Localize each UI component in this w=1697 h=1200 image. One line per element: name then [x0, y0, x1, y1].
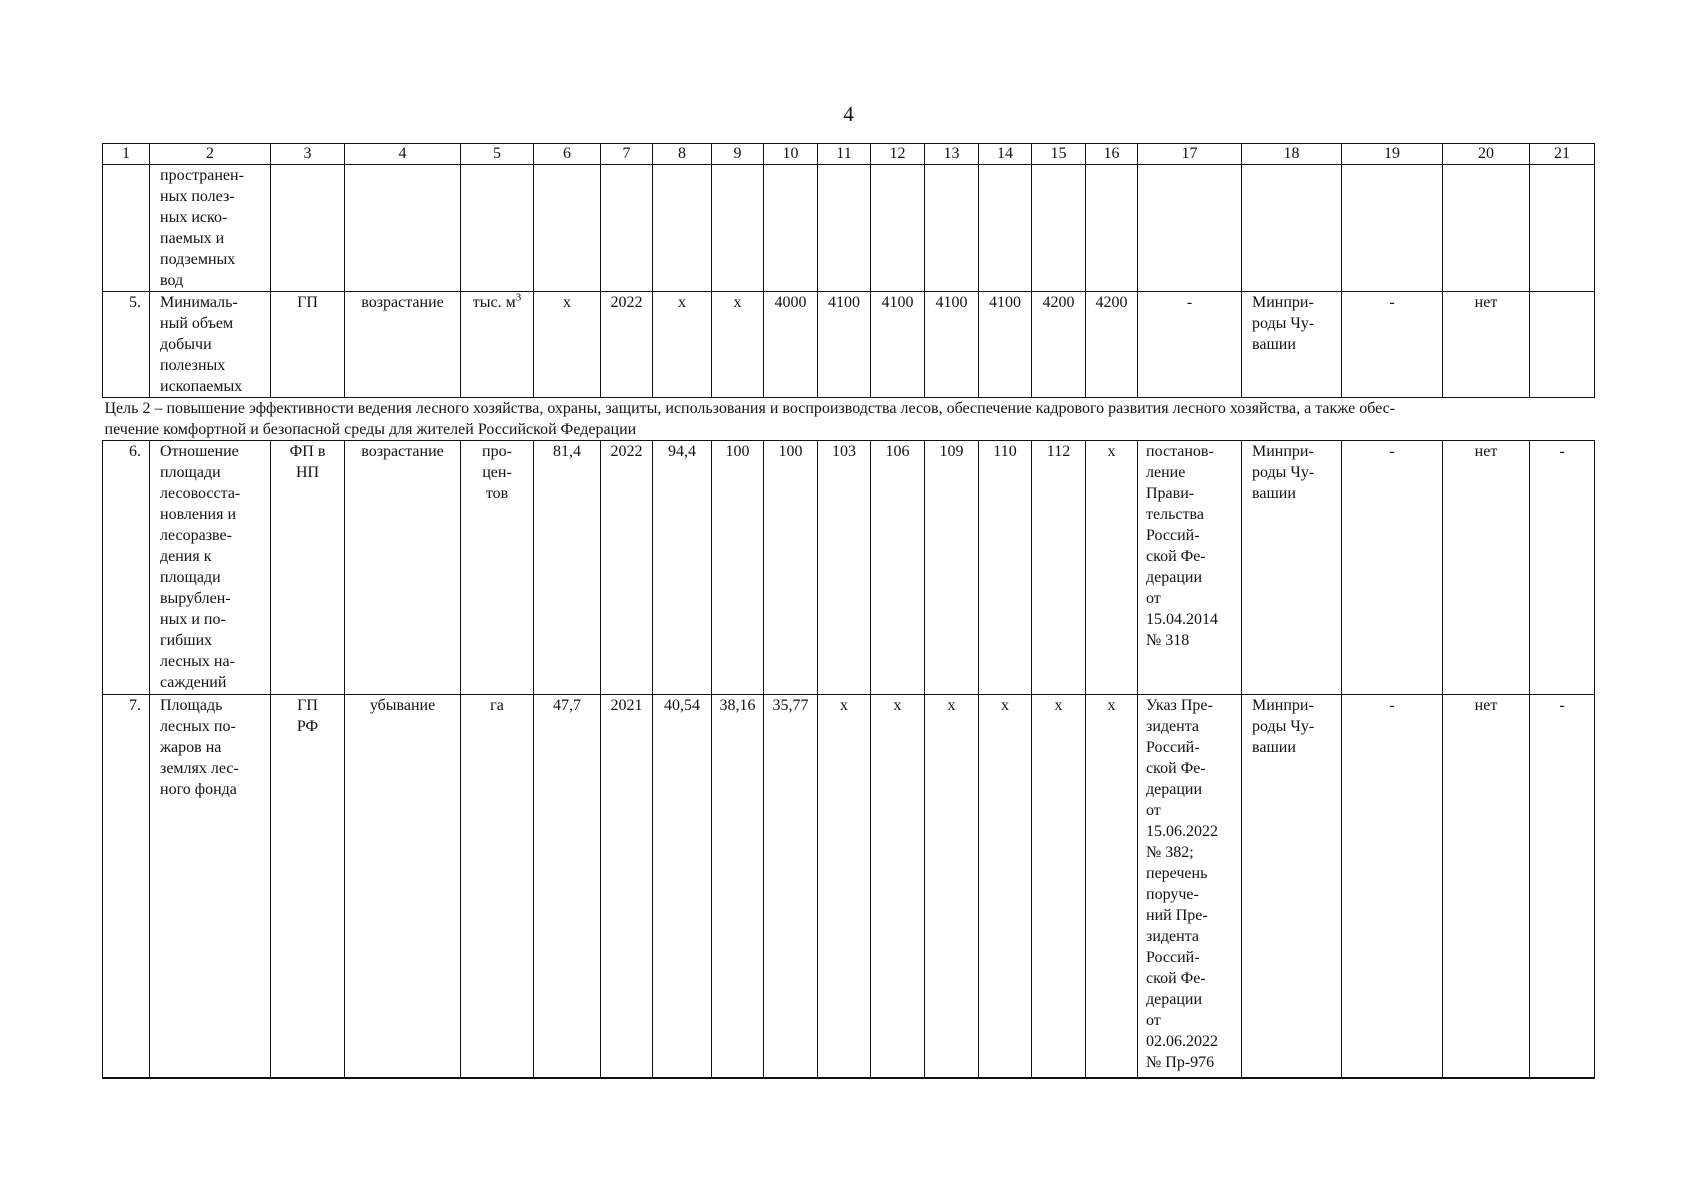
cell — [1530, 165, 1595, 292]
header-cell: 1 — [103, 144, 150, 165]
cell-value: 109 — [925, 441, 979, 695]
table-row-6 — [103, 441, 1595, 695]
cell-document — [1138, 441, 1242, 695]
cell-base-year: 2022 — [601, 292, 653, 398]
text-line: поруче- — [1146, 886, 1199, 903]
header-cell: 2 — [150, 144, 271, 165]
cell-col21 — [1530, 292, 1595, 398]
header-cell: 11 — [818, 144, 871, 165]
cell — [712, 165, 764, 292]
cell-col20: нет — [1443, 292, 1530, 398]
cell-level: ГП — [271, 292, 345, 398]
text-line: Россий- — [1146, 527, 1200, 544]
text-line: зидента — [1146, 928, 1199, 945]
text-line: от — [1146, 802, 1161, 819]
cell-trend: возрастание — [345, 441, 461, 695]
text-line: ного фонда — [160, 781, 237, 798]
cell — [818, 165, 871, 292]
header-cell: 21 — [1530, 144, 1595, 165]
cell-value: 35,77 — [764, 695, 818, 1078]
text-line: Площадь — [160, 697, 223, 714]
text-line: жаров на — [160, 739, 222, 756]
text-line: Прави- — [1146, 485, 1195, 502]
text-line: № 382; — [1146, 844, 1194, 861]
text-line: № Пр-976 — [1146, 1054, 1215, 1071]
text-line: полезных — [160, 357, 226, 374]
text-line: Отношение — [160, 443, 239, 460]
cell-value: x — [653, 292, 712, 398]
text-line: вашии — [1252, 739, 1296, 756]
cell-value: 100 — [712, 441, 764, 695]
cell — [1443, 165, 1530, 292]
cell-base-year: 2022 — [601, 441, 653, 695]
cell — [925, 165, 979, 292]
cell-value: 4100 — [871, 292, 925, 398]
text-line: дерации — [1146, 569, 1203, 586]
cell-value: x — [925, 695, 979, 1078]
header-cell: 3 — [271, 144, 345, 165]
header-cell: 4 — [345, 144, 461, 165]
text-line: ской Фе- — [1146, 970, 1206, 987]
header-cell: 15 — [1032, 144, 1086, 165]
text-line: новления и — [160, 506, 237, 523]
cell-col20: нет — [1443, 441, 1530, 695]
column-number-row — [103, 144, 1595, 165]
cell-value: x — [712, 292, 764, 398]
cell-base-value: 81,4 — [534, 441, 601, 695]
text-line: вырублен- — [160, 590, 231, 607]
cell-document: - — [1138, 292, 1242, 398]
cell-responsible — [1242, 441, 1342, 695]
cell — [1032, 165, 1086, 292]
text-line: ний Пре- — [1146, 907, 1208, 924]
text-line: лесовосста- — [160, 485, 241, 502]
cell — [461, 165, 534, 292]
cell-value: 4100 — [925, 292, 979, 398]
goal-row — [103, 398, 1595, 441]
cell-num: 7. — [103, 695, 150, 1078]
cell — [979, 165, 1032, 292]
text-line: про- — [482, 443, 512, 460]
text-line: паемых и — [160, 230, 225, 247]
text-line: ГП — [297, 697, 318, 714]
text-line: подземных — [160, 251, 236, 268]
unit-superscript: 3 — [515, 291, 522, 304]
text-line: саждений — [160, 674, 227, 691]
text-line: ской Фе- — [1146, 548, 1206, 565]
cell-value: 112 — [1032, 441, 1086, 695]
header-cell: 17 — [1138, 144, 1242, 165]
cell-level — [271, 695, 345, 1078]
text-line: роды Чу- — [1252, 464, 1315, 481]
cell-value: x — [871, 695, 925, 1078]
cell-col21: - — [1530, 441, 1595, 695]
table-row-7 — [103, 695, 1595, 1078]
cell-trend: убывание — [345, 695, 461, 1078]
cell-value: 38,16 — [712, 695, 764, 1078]
header-cell: 14 — [979, 144, 1032, 165]
cell — [534, 165, 601, 292]
cell-unit: га — [461, 695, 534, 1078]
header-cell: 6 — [534, 144, 601, 165]
cell-num — [103, 165, 150, 292]
cell-value: 110 — [979, 441, 1032, 695]
text-line: № 318 — [1146, 632, 1190, 649]
text-line: 15.04.2014 — [1146, 611, 1218, 628]
cell-num: 6. — [103, 441, 150, 695]
cell-value: 4000 — [764, 292, 818, 398]
text-line: Цель 2 – повышение эффективности ведения лесного хозяйства, охраны, защиты, использования и воспроизводства лесов, обеспечение кадрового развития лесного хозяйства, а также обес- — [104, 400, 1396, 417]
cell — [345, 165, 461, 292]
page-number: 4 — [843, 102, 854, 126]
cell-col20: нет — [1443, 695, 1530, 1078]
cell — [764, 165, 818, 292]
text-line: Минималь- — [160, 294, 238, 311]
text-line: 02.06.2022 — [1146, 1033, 1218, 1050]
text-line: ской Фе- — [1146, 760, 1206, 777]
text-line: роды Чу- — [1252, 718, 1315, 735]
text-line: вашии — [1252, 336, 1296, 353]
cell — [653, 165, 712, 292]
text-line: тов — [485, 485, 509, 502]
text-line: ископаемых — [160, 378, 243, 395]
cell-col21: - — [1530, 695, 1595, 1078]
goal-2-text — [103, 398, 1595, 441]
cell-value: 4200 — [1086, 292, 1138, 398]
cell — [1242, 165, 1342, 292]
cell-base-year: 2021 — [601, 695, 653, 1078]
text-line: цен- — [482, 464, 512, 481]
cell-indicator-name — [150, 165, 271, 292]
text-line: дерации — [1146, 781, 1203, 798]
text-line: постанов- — [1146, 443, 1214, 460]
indicators-table — [102, 143, 1595, 1079]
header-cell: 18 — [1242, 144, 1342, 165]
cell-indicator-name — [150, 441, 271, 695]
cell-value: 40,54 — [653, 695, 712, 1078]
cell-value: 4100 — [818, 292, 871, 398]
text-line: Минпри- — [1252, 443, 1314, 460]
text-line: лесных на- — [160, 653, 235, 670]
cell-responsible — [1242, 292, 1342, 398]
text-line: ление — [1146, 464, 1186, 481]
text-line: тельства — [1146, 506, 1204, 523]
header-cell: 16 — [1086, 144, 1138, 165]
cell-unit — [461, 441, 534, 695]
header-cell: 19 — [1342, 144, 1443, 165]
cell-level — [271, 441, 345, 695]
cell-value: 100 — [764, 441, 818, 695]
text-line: от — [1146, 1012, 1161, 1029]
header-cell: 12 — [871, 144, 925, 165]
unit-text: тыс. м — [472, 294, 516, 311]
cell-value: x — [1032, 695, 1086, 1078]
text-line: лесоразве- — [160, 527, 232, 544]
header-cell: 5 — [461, 144, 534, 165]
header-cell: 7 — [601, 144, 653, 165]
cell-value: 4200 — [1032, 292, 1086, 398]
text-line: землях лес- — [160, 760, 239, 777]
cell — [1086, 165, 1138, 292]
cell-value: x — [1086, 695, 1138, 1078]
cell-responsible — [1242, 695, 1342, 1078]
text-line: Россий- — [1146, 949, 1200, 966]
text-line: 15.06.2022 — [1146, 823, 1218, 840]
header-cell: 13 — [925, 144, 979, 165]
text-line: дения к — [160, 548, 212, 565]
text-line: вод — [160, 272, 184, 289]
text-line: вашии — [1252, 485, 1296, 502]
cell-col19: - — [1342, 441, 1443, 695]
cell-indicator-name — [150, 292, 271, 398]
cell-value: 106 — [871, 441, 925, 695]
text-line: РФ — [296, 718, 319, 735]
cell-value: x — [979, 695, 1032, 1078]
text-line: от — [1146, 590, 1161, 607]
cell-value: 4100 — [979, 292, 1032, 398]
text-line: площади — [160, 569, 221, 586]
text-line: пространен- — [160, 167, 244, 184]
cell-num: 5. — [103, 292, 150, 398]
cell-col19: - — [1342, 292, 1443, 398]
text-line: Минпри- — [1252, 697, 1314, 714]
text-line: гибших — [160, 632, 213, 649]
cell-document — [1138, 695, 1242, 1078]
cell-value: x — [818, 695, 871, 1078]
text-line: добычи — [160, 336, 212, 353]
cell-col19: - — [1342, 695, 1443, 1078]
header-cell: 9 — [712, 144, 764, 165]
text-line: ный объем — [160, 315, 234, 332]
cell-value: 103 — [818, 441, 871, 695]
cell-unit — [461, 292, 534, 398]
text-line: перечень — [1146, 865, 1208, 882]
text-line: Россий- — [1146, 739, 1200, 756]
text-line: ФП в — [289, 443, 326, 460]
text-line: печение комфортной и безопасной среды для жителей Российской Федерации — [104, 421, 637, 438]
text-line: Минпри- — [1252, 294, 1314, 311]
cell — [1342, 165, 1443, 292]
text-line: НП — [295, 464, 320, 481]
table-row-continuation — [103, 165, 1595, 292]
cell — [271, 165, 345, 292]
text-line: ных и по- — [160, 611, 226, 628]
text-line: ных иско- — [160, 209, 228, 226]
header-cell: 10 — [764, 144, 818, 165]
cell-trend: возрастание — [345, 292, 461, 398]
cell — [871, 165, 925, 292]
cell-base-value: x — [534, 292, 601, 398]
cell — [1138, 165, 1242, 292]
text-line: площади — [160, 464, 221, 481]
text-line: зидента — [1146, 718, 1199, 735]
header-cell: 8 — [653, 144, 712, 165]
text-line: Указ Пре- — [1146, 697, 1213, 714]
cell — [601, 165, 653, 292]
cell-base-value: 47,7 — [534, 695, 601, 1078]
table-row-5 — [103, 292, 1595, 398]
text-line: дерации — [1146, 991, 1203, 1008]
text-line: лесных по- — [160, 718, 236, 735]
cell-value: x — [1086, 441, 1138, 695]
cell-indicator-name — [150, 695, 271, 1078]
cell-value: 94,4 — [653, 441, 712, 695]
text-line: ных полез- — [160, 188, 235, 205]
header-cell: 20 — [1443, 144, 1530, 165]
text-line: роды Чу- — [1252, 315, 1315, 332]
